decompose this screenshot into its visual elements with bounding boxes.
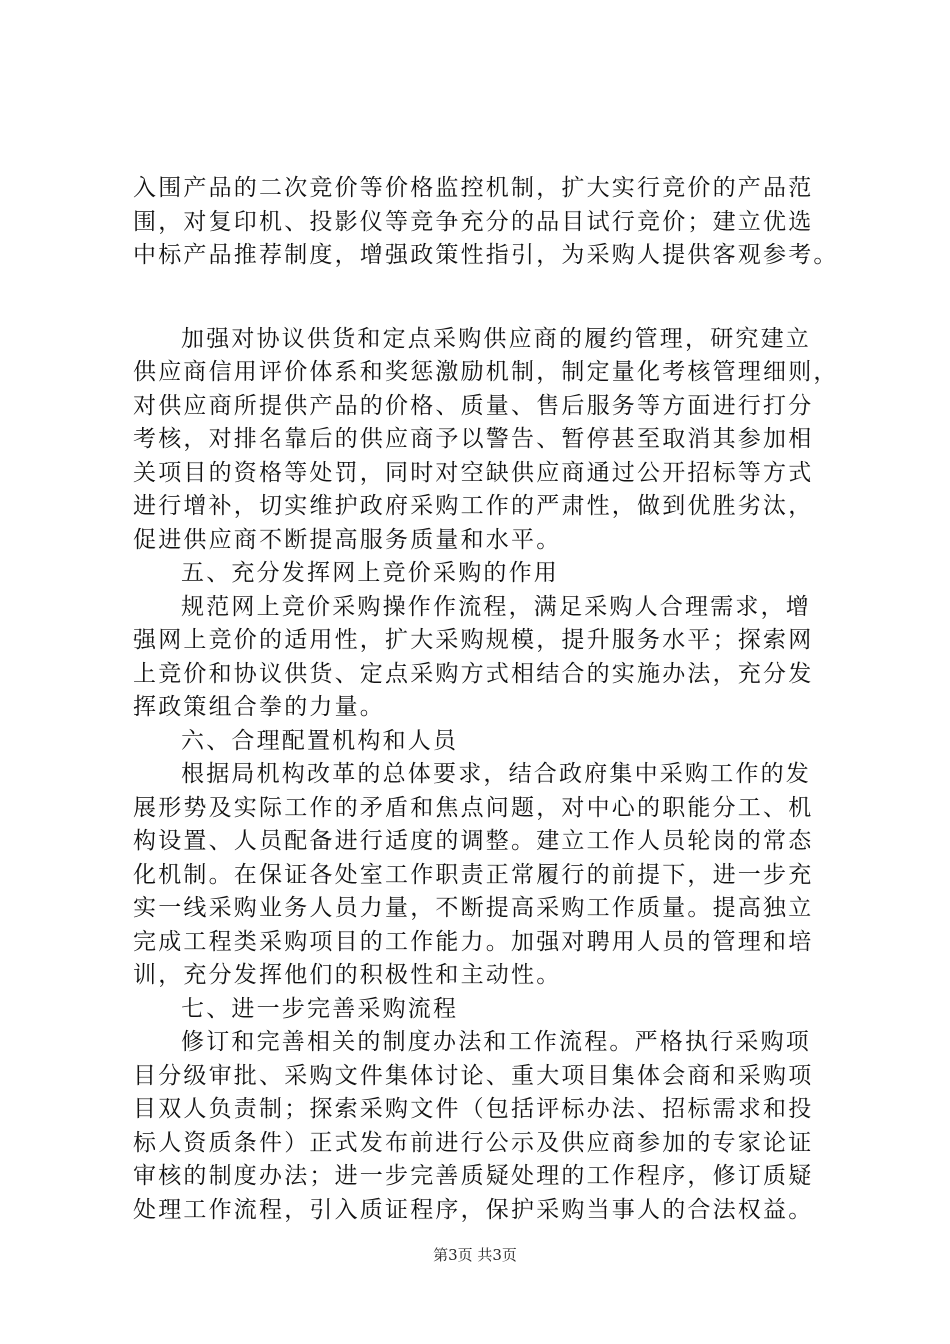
text-line: 化机制。在保证各处室工作职责正常履行的前提下，进一步充 (133, 861, 814, 888)
text-line: 对供应商所提供产品的价格、质量、售后服务等方面进行打分 (133, 392, 814, 419)
text-line: 上竞价和协议供货、定点采购方式相结合的实施办法，充分发 (133, 660, 814, 687)
text-line: 五、充分发挥网上竞价采购的作用 (181, 560, 559, 586)
text-line: 目双人负责制；探索采购文件（包括评标办法、招标需求和投 (133, 1096, 814, 1122)
text-line: 实一线采购业务人员力量，不断提高采购工作质量。提高独立 (133, 895, 814, 921)
text-line: 构设置、人员配备进行适度的调整。建立工作人员轮岗的常态 (133, 828, 814, 854)
text-line: 完成工程类采购项目的工作能力。加强对聘用人员的管理和培 (133, 928, 814, 955)
text-line: 六、合理配置机构和人员 (181, 727, 459, 754)
text-line: 处理工作流程，引入质证程序，保护采购当事人的合法权益。 (133, 1196, 814, 1223)
text-line: 展形势及实际工作的矛盾和焦点问题，对中心的职能分工、机 (133, 794, 814, 821)
text-line: 围，对复印机、投影仪等竞争充分的品目试行竞价；建立优选 (133, 208, 814, 235)
document-body (133, 172, 845, 1227)
text-line: 训，充分发挥他们的积极性和主动性。 (133, 962, 562, 988)
paragraph (133, 1026, 845, 1227)
text-line: 促进供应商不断提高服务质量和水平。 (133, 526, 562, 553)
text-line: 关项目的资格等处罚，同时对空缺供应商通过公开招标等方式 (133, 459, 814, 486)
text-line: 审核的制度办法；进一步完善质疑处理的工作程序，修订质疑 (133, 1163, 814, 1189)
section-heading (133, 725, 845, 759)
text-line: 根据局机构改革的总体要求，结合政府集中采购工作的发 (181, 761, 811, 787)
section-heading (133, 993, 845, 1027)
text-line: 中标产品推荐制度，增强政策性指引，为采购人提供客观参考。 (133, 242, 839, 268)
text-line: 进行增补，切实维护政府采购工作的严肃性，做到优胜劣汰， (133, 493, 814, 519)
paragraph (133, 758, 845, 993)
text-line: 考核，对排名靠后的供应商予以警告、暂停甚至取消其参加相 (133, 426, 814, 452)
text-line: 强网上竞价的适用性，扩大采购规模，提升服务水平；探索网 (133, 627, 814, 653)
text-line: 七、进一步完善采购流程 (181, 995, 459, 1022)
text-line: 供应商信用评价体系和奖惩激励机制，制定量化考核管理细则， (133, 359, 839, 385)
paragraph (133, 591, 845, 725)
text-line: 入围产品的二次竞价等价格监控机制，扩大实行竞价的产品范 (133, 175, 814, 201)
text-line: 规范网上竞价采购操作作流程，满足采购人合理需求，增 (181, 593, 811, 620)
text-line: 加强对协议供货和定点采购供应商的履约管理，研究建立 (181, 325, 811, 352)
text-line: 修订和完善相关的制度办法和工作流程。严格执行采购项 (181, 1029, 811, 1055)
page-footer: 第3页 共3页 (433, 1246, 517, 1264)
section-heading (133, 557, 845, 591)
paragraph-gap (133, 273, 845, 323)
paragraph (133, 323, 845, 558)
text-line: 挥政策组合拳的力量。 (133, 694, 385, 720)
paragraph (133, 172, 845, 273)
text-line: 目分级审批、采购文件集体讨论、重大项目集体会商和采购项 (133, 1062, 814, 1089)
text-line: 标人资质条件）正式发布前进行公示及供应商参加的专家论证 (133, 1129, 814, 1156)
